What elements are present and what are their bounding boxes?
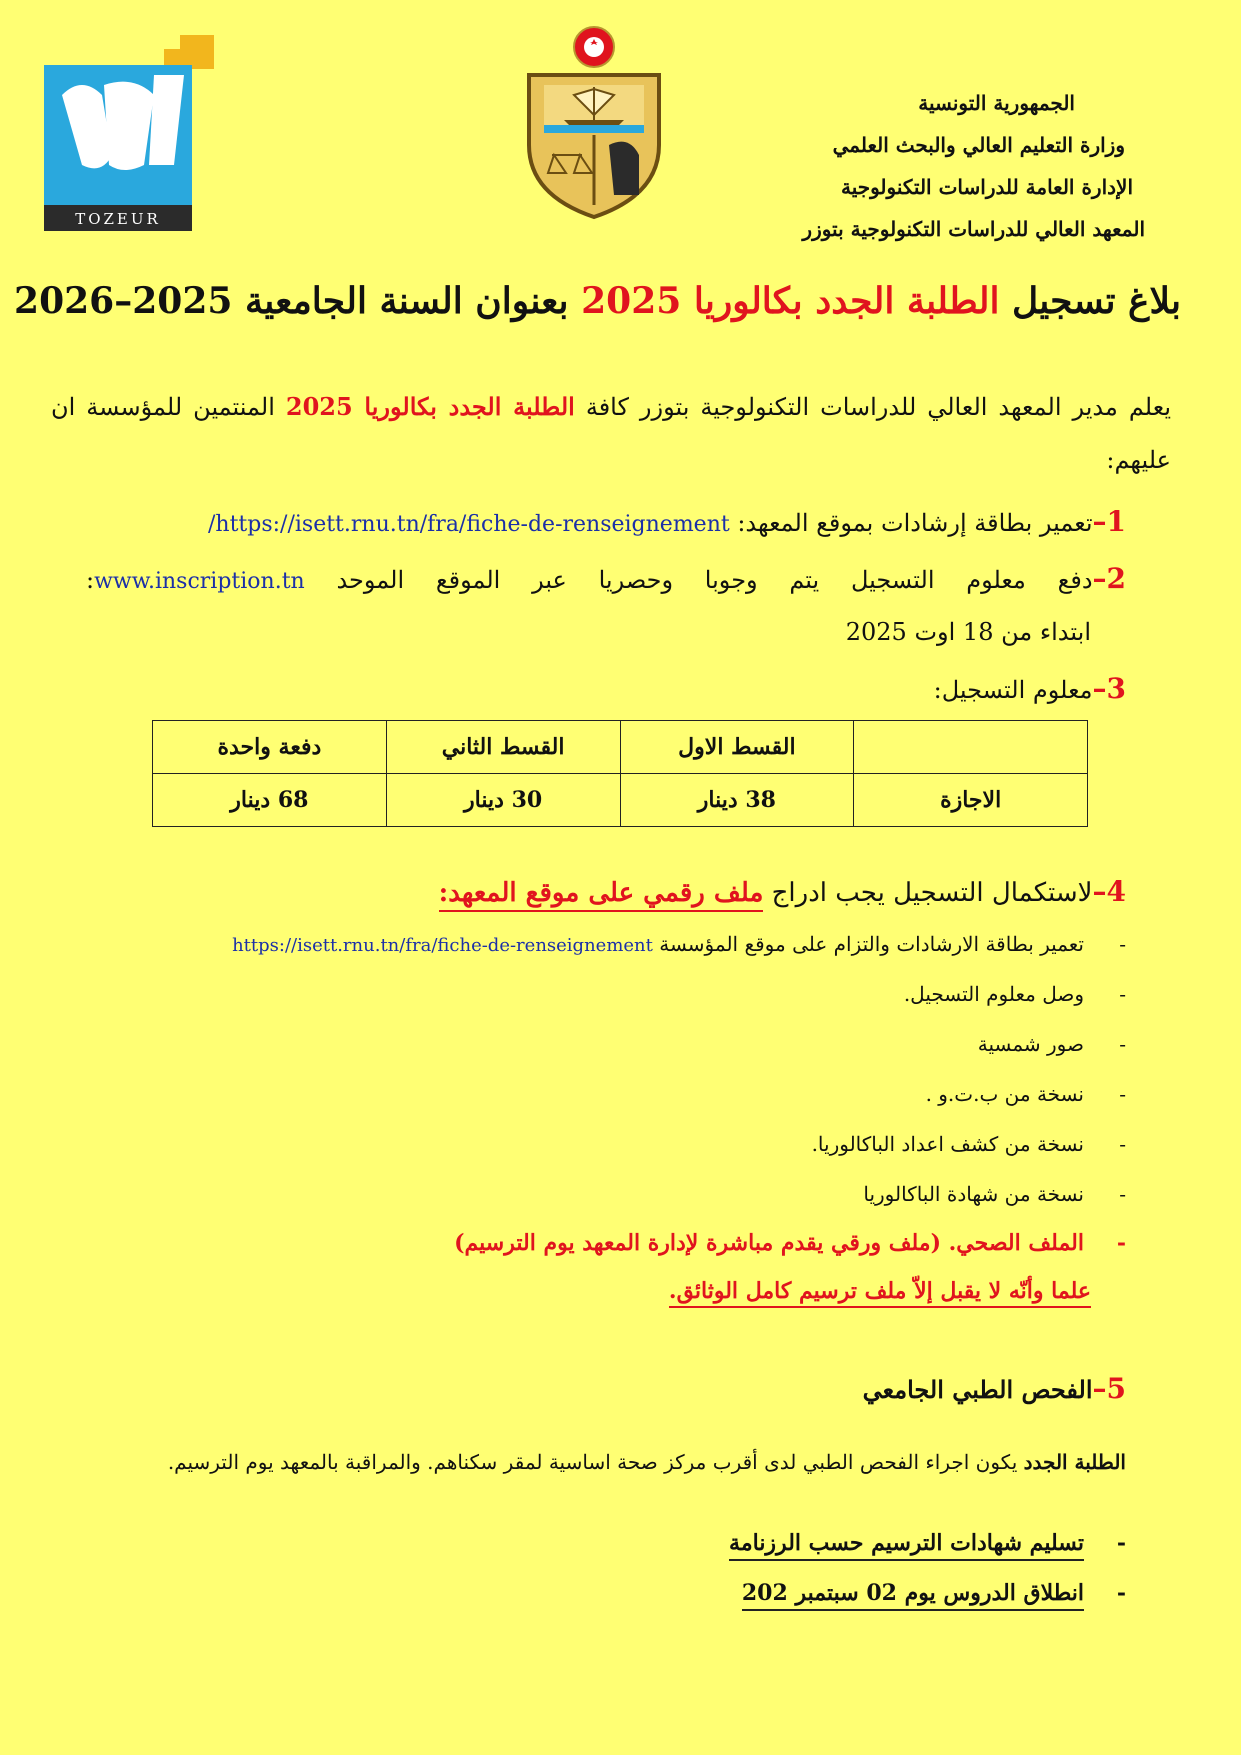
list-item-text: نسخة من كشف اعداد الباكالوريا. — [811, 1132, 1084, 1156]
item-text: دفع معلوم التسجيل يتم وجوبا وحصريا عبر الموقع الموحد — [304, 566, 1093, 594]
note-text: علما وأنّه لا يقبل إلاّ ملف ترسيم كامل الوثائق. — [669, 1278, 1091, 1308]
item-number: 1– — [1092, 505, 1126, 538]
header-line: المعهد العالي للدراسات التكنولوجية بتوزر — [802, 217, 1145, 241]
item-number: 5– — [1092, 1372, 1126, 1405]
fees-table — [152, 720, 1088, 827]
table-row — [153, 774, 1088, 827]
item-2 — [86, 562, 1126, 595]
list-item-text: انطلاق الدروس يوم 02 سبتمبر 202 — [742, 1580, 1084, 1611]
header-line: وزارة التعليم العالي والبحث العلمي — [832, 133, 1125, 157]
list-item — [904, 982, 1126, 1006]
item-4 — [439, 875, 1126, 908]
list-item-text: نسخة من شهادة الباكالوريا — [863, 1182, 1084, 1206]
item-text: معلوم التسجيل: — [933, 676, 1093, 704]
table-cell: 68 دينار — [153, 774, 387, 827]
list-item — [454, 1230, 1126, 1256]
intro-continuation: عليهم: — [1106, 446, 1171, 474]
item-number: 3– — [1092, 672, 1126, 705]
list-item-text: تعمير بطاقة الارشادات والتزام على موقع المؤسسة — [652, 932, 1084, 956]
item-text: لاستكمال التسجيل يجب ادراج — [763, 878, 1093, 908]
item-text: تعمير بطاقة إرشادات بموقع المعهد: — [729, 509, 1093, 537]
title-part: بعنوان السنة الجامعية 2025–2026 — [14, 280, 582, 322]
item-2-continuation: ابتداء من 18 اوت 2025 — [845, 618, 1091, 646]
list-item — [812, 1132, 1126, 1156]
title-highlight: الطلبة الجدد بكالوريا 2025 — [581, 280, 1000, 322]
list-item-text: تسليم شهادات الترسيم حسب الرزنامة — [729, 1530, 1084, 1561]
ministry-header — [725, 82, 1145, 250]
table-cell: 38 دينار — [620, 774, 854, 827]
registration-form-link[interactable]: https://isett.rnu.tn/fra/fiche-de-renseignement/ — [207, 512, 730, 537]
item-number: 2– — [1092, 562, 1126, 595]
item-number: 4– — [1092, 875, 1126, 908]
bullet-dash: - — [1119, 982, 1126, 1006]
item-3 — [934, 672, 1126, 705]
item-text: الفحص الطبي الجامعي — [862, 1375, 1093, 1404]
list-item-text: نسخة من ب.ت.و . — [925, 1082, 1084, 1106]
medical-exam-paragraph — [168, 1450, 1126, 1474]
table-header-row — [153, 721, 1088, 774]
item-highlight: ملف رقمي على موقع المعهد: — [439, 878, 764, 912]
inscription-link[interactable]: www.inscription.tn — [94, 569, 305, 594]
table-header-cell — [854, 721, 1088, 774]
list-item — [863, 1182, 1126, 1206]
renseignement-link[interactable]: https://isett.rnu.tn/fra/fiche-de-renseignement — [232, 935, 653, 956]
page-title — [14, 280, 1181, 322]
bullet-dash: - — [1116, 1230, 1126, 1256]
bullet-dash: - — [1119, 1032, 1126, 1056]
bullet-dash: - — [1119, 1082, 1126, 1106]
bullet-dash: - — [1119, 1182, 1126, 1206]
table-header-cell: القسط الاول — [620, 721, 854, 774]
intro-paragraph — [51, 392, 1171, 421]
list-item-text: وصل معلوم التسجيل. — [903, 982, 1084, 1006]
logo-text: TOZEUR — [75, 210, 161, 228]
item-colon: : — [86, 566, 95, 594]
list-item — [742, 1580, 1126, 1606]
list-item — [729, 1530, 1126, 1556]
item-5 — [863, 1372, 1126, 1405]
list-item — [926, 1082, 1126, 1106]
header-line: الجمهورية التونسية — [918, 91, 1075, 115]
list-item-text: صور شمسية — [977, 1032, 1084, 1056]
medical-bold: الطلبة الجدد — [1023, 1450, 1126, 1474]
intro-highlight: الطلبة الجدد بكالوريا 2025 — [285, 392, 575, 421]
table-cell: 30 دينار — [386, 774, 620, 827]
intro-text: يعلم مدير المعهد العالي للدراسات التكنولوجية بتوزر كافة — [574, 393, 1172, 421]
intro-text: المنتمين للمؤسسة ان — [51, 393, 286, 421]
header-line: الإدارة العامة للدراسات التكنولوجية — [840, 175, 1133, 199]
table-cell: الاجازة — [854, 774, 1088, 827]
table-header-cell: دفعة واحدة — [153, 721, 387, 774]
bullet-dash: - — [1116, 1530, 1126, 1556]
bullet-dash: - — [1116, 1580, 1126, 1606]
medical-text: يكون اجراء الفحص الطبي لدى أقرب مركز صحة اساسية لمقر سكناهم. والمراقبة بالمعهد يوم الترسيم. — [167, 1450, 1024, 1474]
bullet-dash: - — [1119, 932, 1126, 956]
list-item — [978, 1032, 1126, 1056]
coat-of-arms — [514, 25, 674, 220]
item-1 — [208, 505, 1126, 538]
list-item-text: الملف الصحي. (ملف ورقي يقدم مباشرة لإدارة المعهد يوم الترسيم) — [454, 1230, 1084, 1256]
completeness-note — [669, 1278, 1091, 1304]
list-item — [232, 932, 1126, 956]
table-header-cell: القسط الثاني — [386, 721, 620, 774]
bullet-dash: - — [1119, 1132, 1126, 1156]
institute-logo — [44, 35, 220, 231]
title-part: بلاغ تسجيل — [999, 280, 1181, 322]
